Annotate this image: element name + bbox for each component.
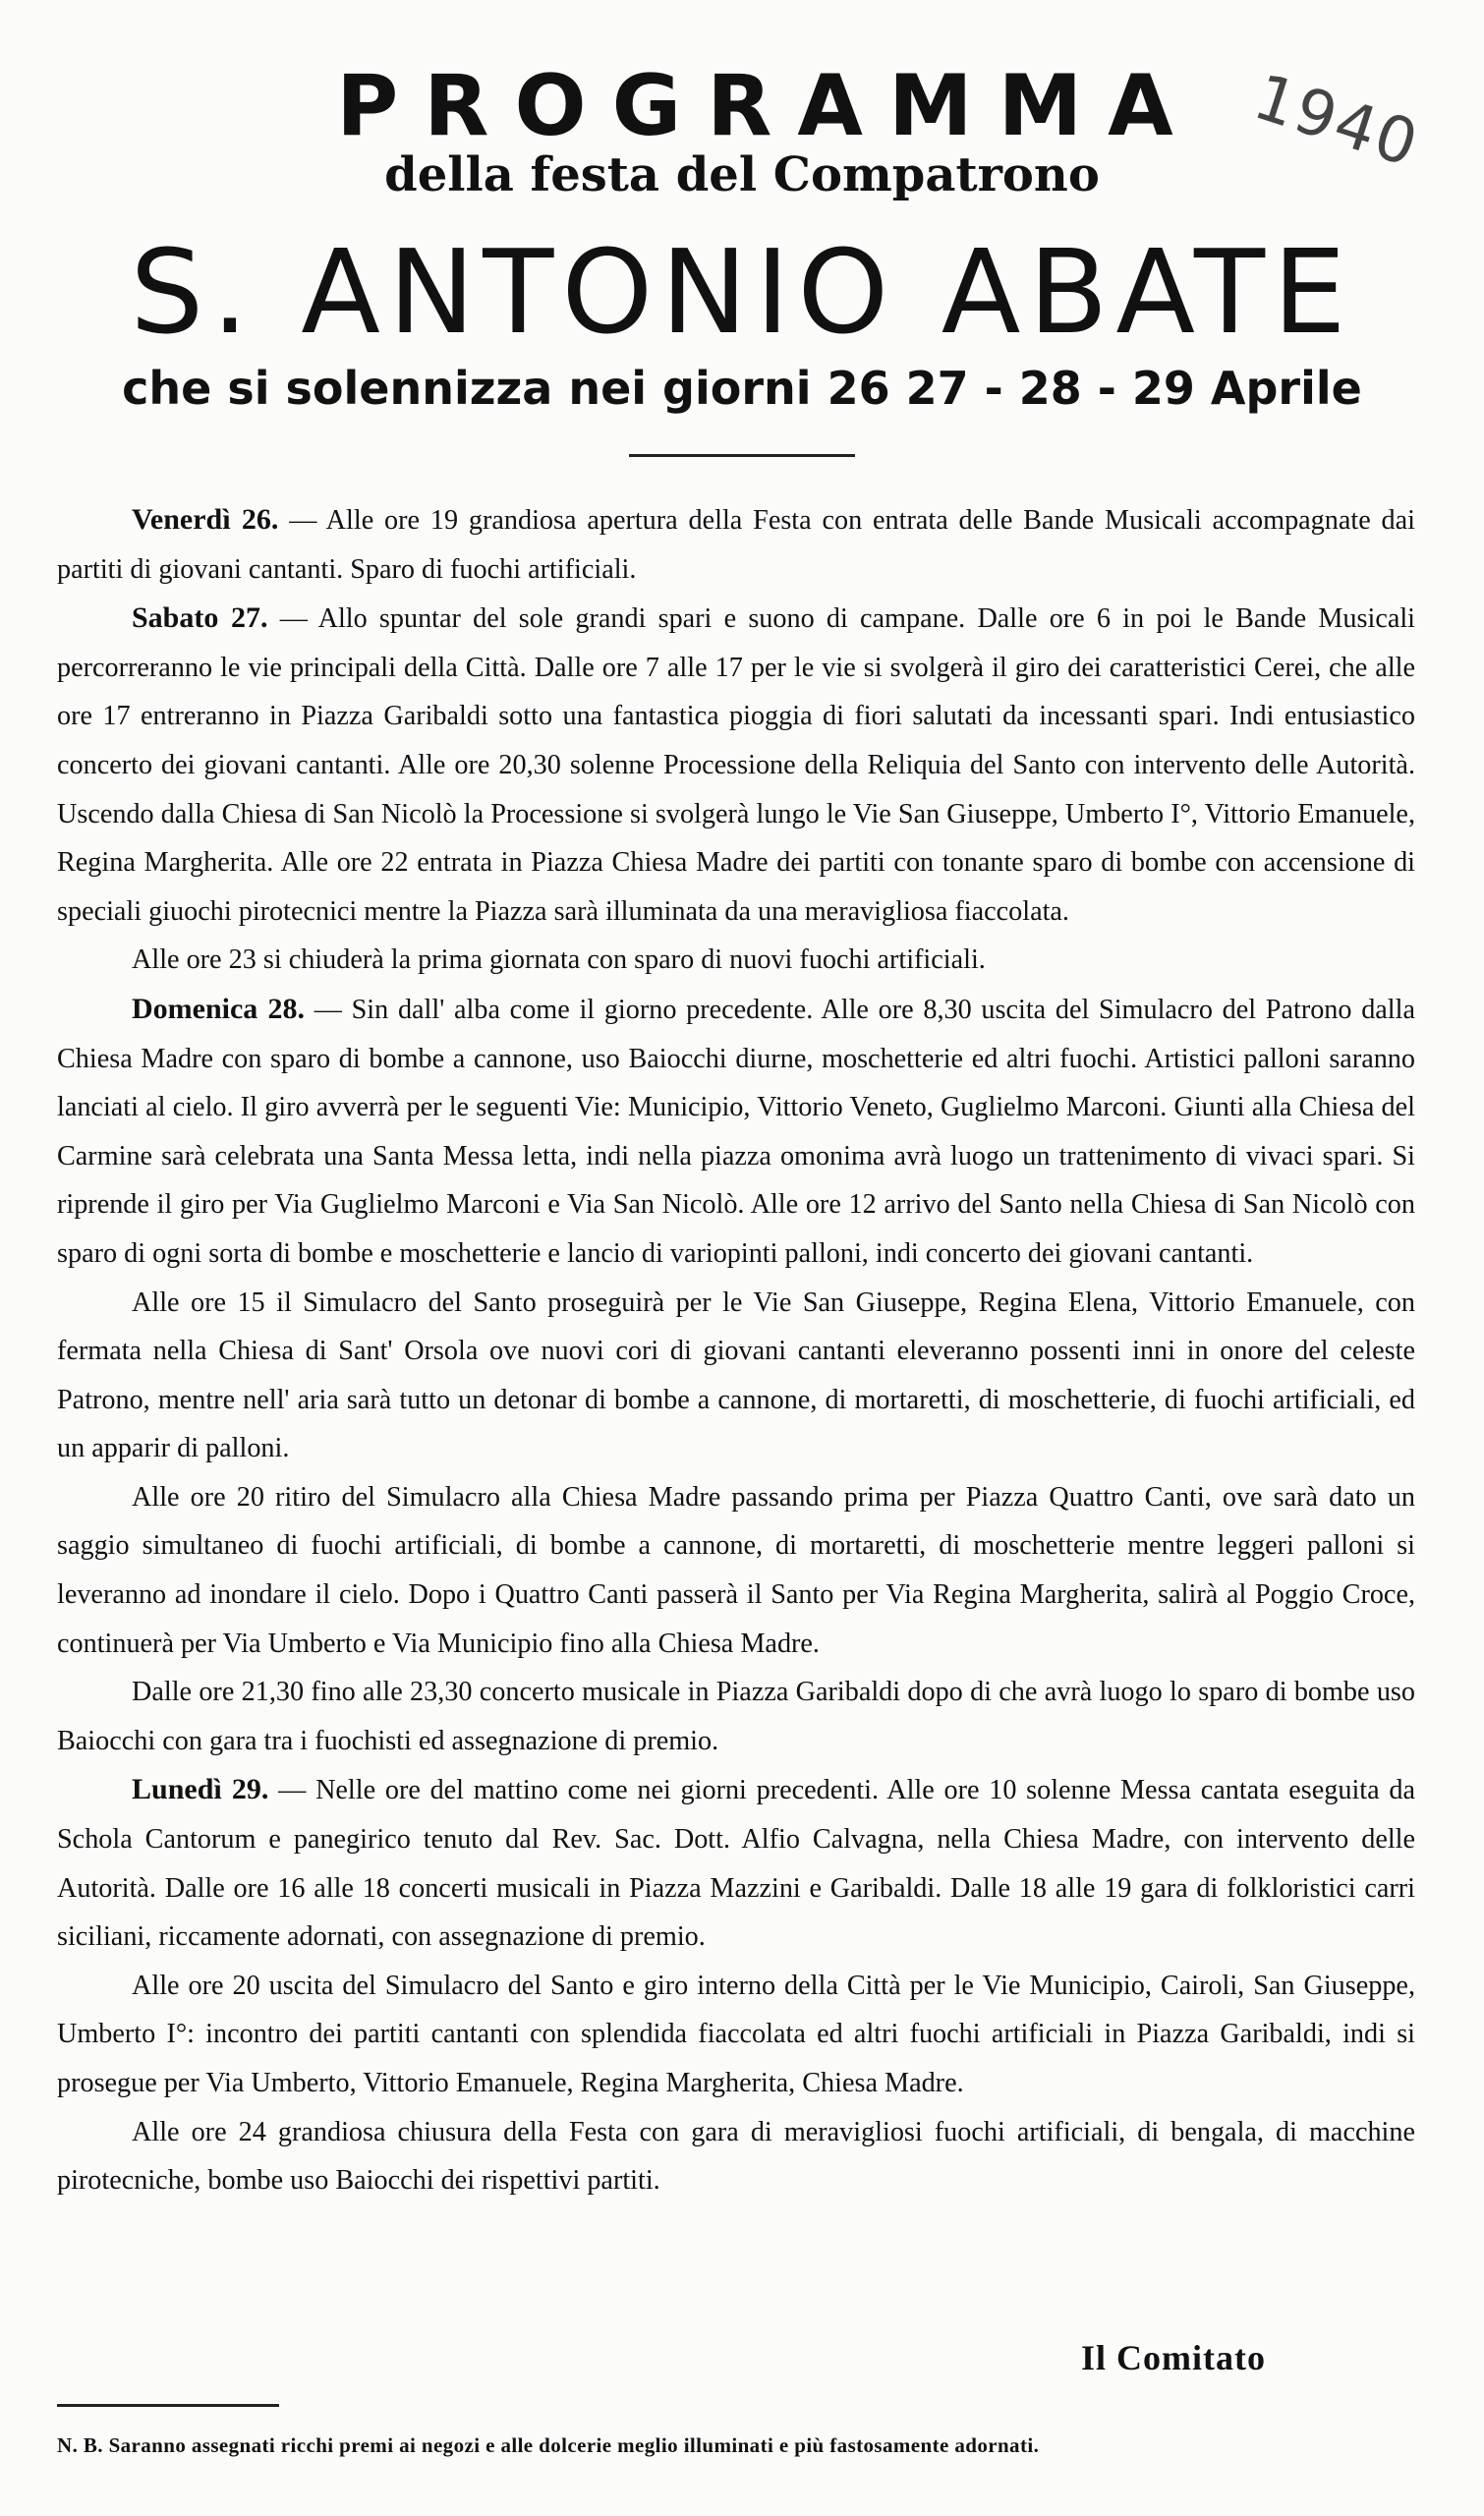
paragraph-domenica xyxy=(57,985,1415,1279)
year-annotation: 1940 xyxy=(1245,61,1428,183)
header-divider xyxy=(629,454,855,457)
paragraph-text: — Allo spuntar del sole grandi spari e suono di campane. Dalle ore 6 in poi le Bande Musicali percorreranno le vie principali della Città. Dalle ore 7 alle 17 per le vie si svolgerà il giro dei caratteristici Cerei, che alle ore 17 entreranno in Piazza Garibaldi sotto una fantastica pioggia di fiori salutati da incessanti spari. Indi entusiastico concerto dei giovani cantanti. Alle ore 20,30 solenne Processione della Reliquia del Santo con intervento delle Autorità. Uscendo dalla Chiesa di San Nicolò la Processione si svolgerà lungo le Vie San Giuseppe, Umberto I°, Vittorio Emanuele, Regina Margherita. Alle ore 22 entrata in Piazza Chiesa Madre dei partiti con tonante sparo di bombe con accensione di speciali giuochi pirotecnici mentre la Piazza sarà illuminata da una meravigliosa fiaccolata. xyxy=(57,603,1416,927)
paragraph-domenica-evening xyxy=(57,1473,1415,1668)
signature: Il Comitato xyxy=(1081,2338,1266,2377)
paragraph-lunedi-evening xyxy=(57,1962,1415,2108)
paragraph-text: Alle ore 20 uscita del Simulacro del Santo e giro interno della Città per le Vie Municipio, Cairoli, San Giuseppe, Umberto I°: incontro dei partiti cantanti con splendida fiaccolata ed altri fuochi artificiali in Piazza Garibaldi, indi si prosegue per Via Umberto, Vittorio Emanuele, Regina Margherita, Chiesa Madre. xyxy=(57,1970,1415,2098)
poster-subtitle: della festa del Compatrono xyxy=(384,147,1100,202)
day-heading: Venerdì 26. xyxy=(132,503,279,536)
paragraph-text: Dalle ore 21,30 fino alle 23,30 concerto musicale in Piazza Garibaldi dopo di che avrà luogo lo sparo di bombe uso Baiocchi con gara tra i fuochisti ed assegnazione di premio. xyxy=(57,1677,1415,1756)
paragraph-lunedi-closing xyxy=(57,2108,1415,2205)
footnote-divider xyxy=(57,2404,279,2407)
paragraph-sabato xyxy=(57,594,1415,936)
day-heading: Domenica 28. xyxy=(132,992,305,1025)
programme-body xyxy=(57,495,1415,2205)
paragraph-text: Alle ore 24 grandiosa chiusura della Festa con gara di meravigliosi fuochi artificiali, di bengala, di macchine pirotecniche, bombe uso Baiocchi dei rispettivi partiti. xyxy=(57,2116,1415,2197)
paragraph-domenica-afternoon xyxy=(57,1279,1415,1473)
paragraph-sabato-closing xyxy=(57,936,1415,985)
paragraph-text: Alle ore 20 ritiro del Simulacro alla Chiesa Madre passando prima per Piazza Quattro Canti, ove sarà dato un saggio simultaneo di fuochi artificiali, di bombe a cannone, di mortaretti, di moschetterie mentre leggeri palloni si leveranno ad inondare il cielo. Dopo i Quattro Canti passerà il Santo per Via Regina Margherita, salirà al Poggio Croce, continuerà per Via Umberto e Via Municipio fino alla Chiesa Madre. xyxy=(57,1481,1415,1659)
paragraph-domenica-night xyxy=(57,1668,1415,1765)
paragraph-text: Alle ore 15 il Simulacro del Santo proseguirà per le Vie San Giuseppe, Regina Elena, Vittorio Emanuele, con fermata nella Chiesa di Sant' Orsola ove nuovi cori di giovani cantanti eleveranno possenti inni in onore del celeste Patrono, mentre nell' aria sarà tutto un detonar di bombe a cannone, di mortaretti, di moschetterie, di fuochi artificiali, ed un apparir di palloni. xyxy=(57,1287,1415,1464)
paragraph-venerdi xyxy=(57,495,1415,594)
day-heading: Lunedì 29. xyxy=(132,1773,269,1806)
footnote: N. B. Saranno assegnati ricchi premi ai negozi e alle dolcerie meglio illuminati e più fastosamente adornati. xyxy=(57,2433,1040,2457)
paragraph-text: — Alle ore 19 grandiosa apertura della Festa con entrata delle Bande Musicali accompagnate dai partiti di giovani cantanti. Sparo di fuochi artificiali. xyxy=(57,505,1415,585)
poster-title: PROGRAMMA xyxy=(336,57,1199,155)
saint-name: S. ANTONIO ABATE xyxy=(130,224,1354,360)
festival-dates: che si solennizza nei giorni 26 27 - 28 - 29 Aprile xyxy=(122,362,1362,415)
paragraph-lunedi xyxy=(57,1765,1415,1961)
paragraph-text: — Sin dall' alba come il giorno precedente. Alle ore 8,30 uscita del Simulacro del Patrono dalla Chiesa Madre con sparo di bombe a cannone, uso Baiocchi diurne, moschetterie ed altri fuochi. Artistici palloni saranno lanciati al cielo. Il giro avverrà per le seguenti Vie: Municipio, Vittorio Veneto, Guglielmo Marconi. Giunti alla Chiesa del Carmine sarà celebrata una Santa Messa letta, indi nella piazza omonima avrà luogo un trattenimento di vivaci spari. Si riprende il giro per Via Guglielmo Marconi e Via San Nicolò. Alle ore 12 arrivo del Santo nella Chiesa di San Nicolò con sparo di ogni sorta di bombe e moschetterie e lancio di variopinti palloni, indi concerto dei giovani cantanti. xyxy=(57,994,1415,1269)
paragraph-text: — Nelle ore del mattino come nei giorni precedenti. Alle ore 10 solenne Messa cantata eseguita da Schola Cantorum e panegirico tenuto dal Rev. Sac. Dott. Alfio Calvagna, nella Chiesa Madre, con intervento delle Autorità. Dalle ore 16 alle 18 concerti musicali in Piazza Mazzini e Garibaldi. Dalle 18 alle 19 gara di folkloristici carri siciliani, riccamente adornati, con assegnazione di premio. xyxy=(57,1775,1415,1953)
day-heading: Sabato 27. xyxy=(132,601,268,635)
paragraph-text: Alle ore 23 si chiuderà la prima giornata con sparo di nuovi fuochi artificiali. xyxy=(132,944,986,976)
